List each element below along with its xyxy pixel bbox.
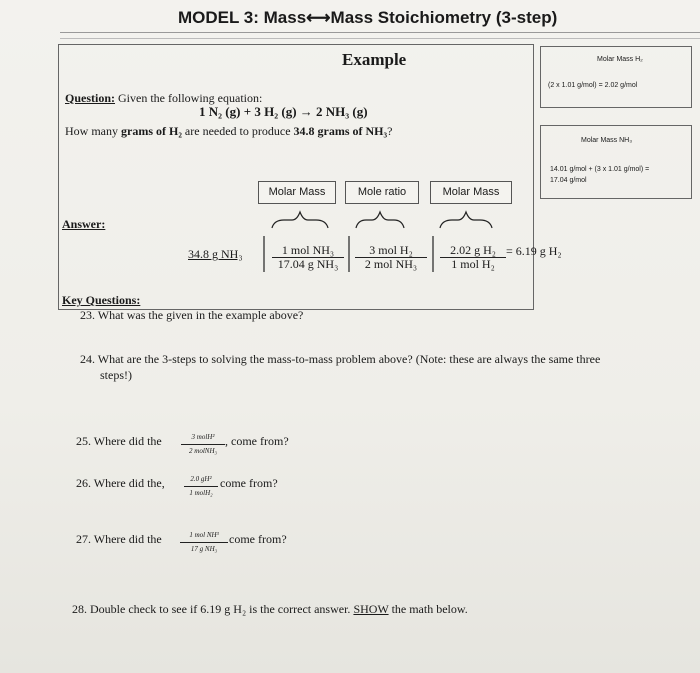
factor-1: [272, 244, 344, 271]
brace-icon: [272, 212, 328, 228]
brace-icon: [356, 212, 404, 228]
molar-mass-nh3-title: Molar Mass NH₃: [581, 137, 633, 144]
q26-fraction: [184, 473, 218, 500]
question-25-post: , come from?: [225, 434, 289, 448]
factor-2-den: 2 mol NH₃: [364, 257, 418, 271]
factor-2: [355, 244, 427, 271]
question-intro-text: Given the following equation:: [118, 91, 263, 105]
balanced-equation: 1 N₂ (g) + 3 H₂ (g) → 2 NH₃ (g): [199, 104, 368, 119]
page-title: MODEL 3: Mass⟷Mass Stoichiometry (3-step): [178, 8, 558, 27]
q27-den: 17 g NH₃: [190, 545, 218, 553]
question-23: 23. What was the given in the example above?: [80, 308, 304, 322]
factor-3-num: 2.02 g H₂: [440, 244, 506, 258]
molar-mass-h2-title: Molar Mass H₂: [597, 56, 643, 63]
question-27-pre: 27. Where did the: [76, 532, 162, 546]
label-molar-mass-1: Molar Mass: [258, 181, 336, 204]
question-25-pre: 25. Where did the: [76, 434, 162, 448]
factor-1-den: 17.04 g NH₃: [277, 257, 339, 271]
question-28: [72, 602, 468, 617]
q28-post: the math below.: [388, 602, 468, 616]
q-pre: How many: [65, 124, 121, 138]
factor-3-den: 1 mol H₂: [451, 257, 495, 271]
q25-num: 3 molH²: [181, 431, 225, 445]
q26-num: 2.0 gH²: [184, 473, 218, 487]
molar-mass-nh3-calc1: 14.01 g/mol + (3 x 1.01 g/mol) =: [550, 166, 650, 173]
question-27-post: come from?: [229, 532, 287, 546]
q25-den: 2 molNH₃: [189, 447, 217, 455]
factor-3: [440, 244, 506, 271]
question-26-pre: 26. Where did the,: [76, 476, 165, 490]
question-24-line1: 24. What are the 3-steps to solving the mass-to-mass problem above? (Note: these are always the same three: [80, 352, 601, 366]
q25-fraction: [181, 431, 225, 458]
molar-mass-h2-calc: (2 x 1.01 g/mol) = 2.02 g/mol: [548, 82, 638, 89]
question-label: Question:: [65, 91, 116, 105]
q28-pre: 28. Double check to see if 6.19 g H₂ is the correct answer.: [72, 602, 354, 616]
q27-fraction: [180, 529, 228, 556]
factor-2-num: 3 mol H₂: [355, 244, 427, 258]
answer-start: 34.8 g NH₃: [188, 247, 243, 261]
q26-den: 1 molH₂: [189, 489, 213, 497]
molar-mass-nh3-calc2: 17.04 g/mol: [550, 177, 587, 184]
label-mole-ratio: Mole ratio: [345, 181, 419, 204]
factor-1-num: 1 mol NH₃: [272, 244, 344, 258]
label-molar-mass-2: Molar Mass: [430, 181, 512, 204]
q-bold2: 34.8 grams of NH₃: [293, 124, 388, 138]
example-heading: Example: [342, 50, 407, 69]
answer-result: = 6.19 g H₂: [506, 244, 562, 258]
q-bold1: grams of H₂: [121, 124, 182, 138]
question-24-line2: steps!): [100, 368, 132, 382]
question-26-post: come from?: [220, 476, 278, 490]
key-questions-label: Key Questions:: [62, 293, 141, 307]
answer-label: Answer:: [62, 217, 106, 231]
q-end: ?: [387, 124, 393, 138]
q28-show: SHOW: [353, 602, 389, 616]
q-mid: are needed to produce: [181, 124, 294, 138]
q27-num: 1 mol NH³: [180, 529, 228, 543]
brace-icon: [440, 212, 492, 228]
